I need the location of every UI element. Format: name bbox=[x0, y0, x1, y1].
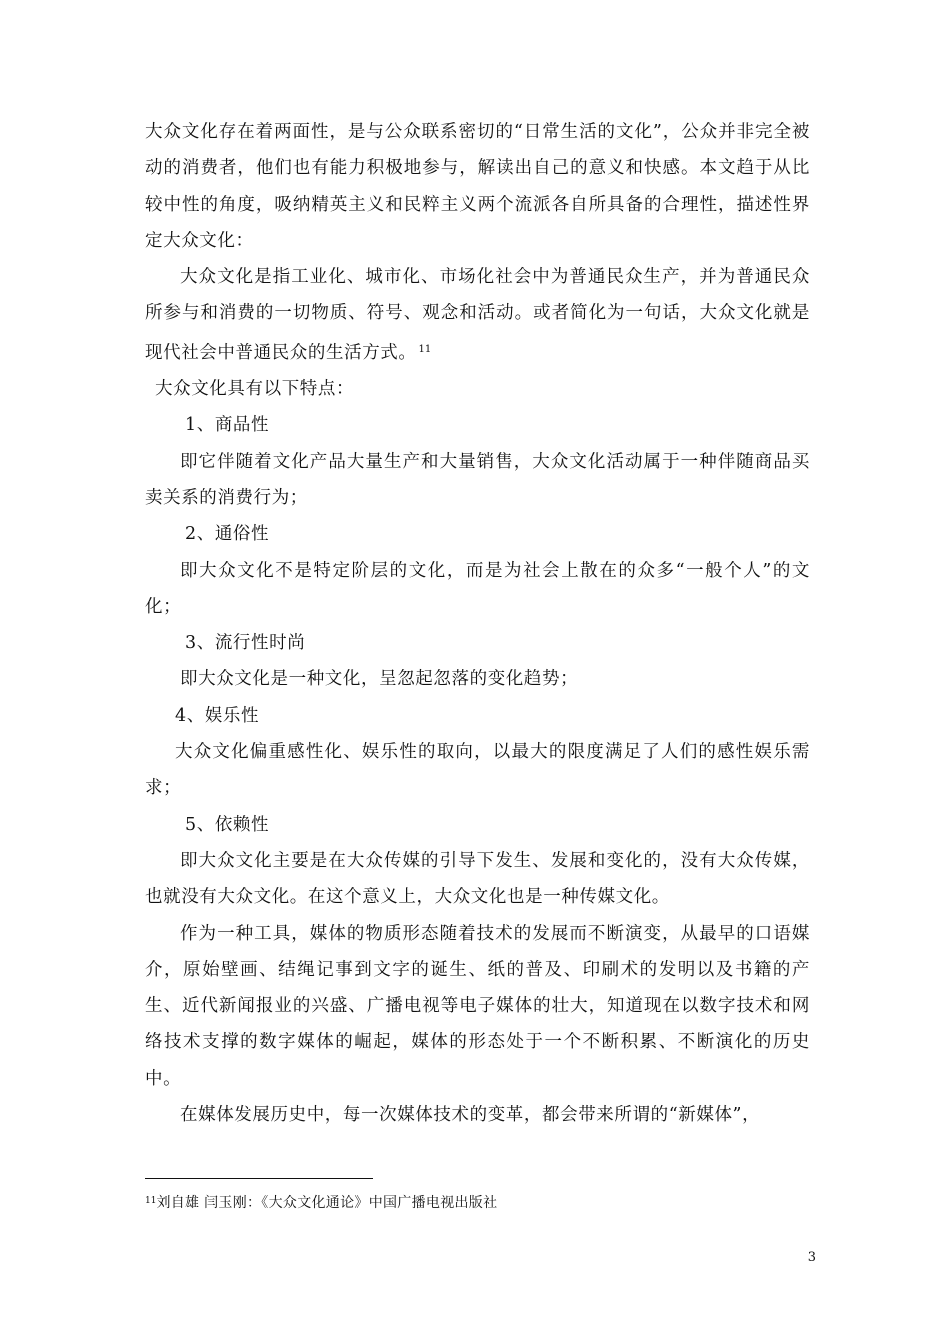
paragraph-text: 即大众文化主要是在大众传媒的引导下发生、发展和变化的，没有大众传媒，也就没有大众文化。在这个意义上，大众文化也是一种传媒文化。 bbox=[145, 850, 810, 908]
body-text bbox=[145, 114, 810, 1133]
paragraph bbox=[145, 553, 810, 626]
paragraph bbox=[145, 371, 810, 407]
list-heading bbox=[145, 807, 810, 843]
paragraph bbox=[145, 114, 810, 259]
paragraph bbox=[145, 1097, 810, 1133]
heading-text: 1、商品性 bbox=[185, 415, 270, 436]
footnote-text: 刘自雄 闫玉刚：《大众文化通论》中国广播电视出版社 bbox=[156, 1195, 498, 1211]
footnote-reference[interactable]: 11 bbox=[418, 343, 432, 355]
paragraph bbox=[145, 916, 810, 1097]
paragraph-text: 作为一种工具，媒体的物质形态随着技术的发展而不断演变，从最早的口语媒介，原始壁画、结绳记事到文字的诞生、纸的普及、印刷术的发明以及书籍的产生、近代新闻报业的兴盛、广播电视等电子媒体的壮大，知道现在以数字技术和网络技术支撑的数字媒体的崛起，媒体的形态处于一个不断积累、不断演化的历史中。 bbox=[145, 923, 810, 1089]
list-heading bbox=[145, 698, 810, 734]
page-number: 3 bbox=[807, 1250, 816, 1265]
heading-text: 4、娱乐性 bbox=[175, 705, 260, 726]
paragraph-text: 即大众文化不是特定阶层的文化，而是为社会上散在的众多“一般个人”的文化； bbox=[145, 560, 810, 617]
list-heading bbox=[145, 516, 810, 552]
paragraph-text: 大众文化是指工业化、城市化、市场化社会中为普通民众生产，并为普通民众所参与和消费的一切物质、符号、观念和活动。或者简化为一句话，大众文化就是现代社会中普通民众的生活方式。 bbox=[145, 267, 810, 363]
paragraph-definition bbox=[145, 259, 810, 371]
paragraph bbox=[145, 734, 810, 807]
paragraph bbox=[145, 444, 810, 517]
list-heading bbox=[145, 407, 810, 443]
paragraph-text: 大众文化偏重感性化、娱乐性的取向，以最大的限度满足了人们的感性娱乐需求； bbox=[145, 742, 810, 799]
paragraph bbox=[145, 661, 810, 697]
heading-text: 3、流行性时尚 bbox=[185, 633, 306, 654]
paragraph-text: 即它伴随着文化产品大量生产和大量销售，大众文化活动属于一种伴随商品买卖关系的消费行为； bbox=[145, 451, 810, 508]
heading-text: 5、依赖性 bbox=[185, 814, 270, 835]
footnote bbox=[145, 1191, 497, 1213]
paragraph-text: 即大众文化是一种文化，呈忽起忽落的变化趋势； bbox=[180, 669, 579, 690]
paragraph-text: 大众文化具有以下特点： bbox=[155, 379, 355, 400]
footnote-marker: 11 bbox=[145, 1196, 157, 1206]
paragraph-text: 在媒体发展历史中，每一次媒体技术的变革，都会带来所谓的“新媒体”， bbox=[180, 1105, 761, 1126]
paragraph bbox=[145, 843, 810, 916]
footnote-divider bbox=[145, 1178, 373, 1179]
paragraph-text: 大众文化存在着两面性，是与公众联系密切的“日常生活的文化”，公众并非完全被动的消费者，他们也有能力积极地参与，解读出自己的意义和快感。本文趋于从比较中性的角度，吸纳精英主义和民粹主义两个流派各自所具备的合理性，描述性界定大众文化： bbox=[145, 122, 810, 251]
list-heading bbox=[145, 625, 810, 661]
heading-text: 2、通俗性 bbox=[185, 524, 270, 545]
